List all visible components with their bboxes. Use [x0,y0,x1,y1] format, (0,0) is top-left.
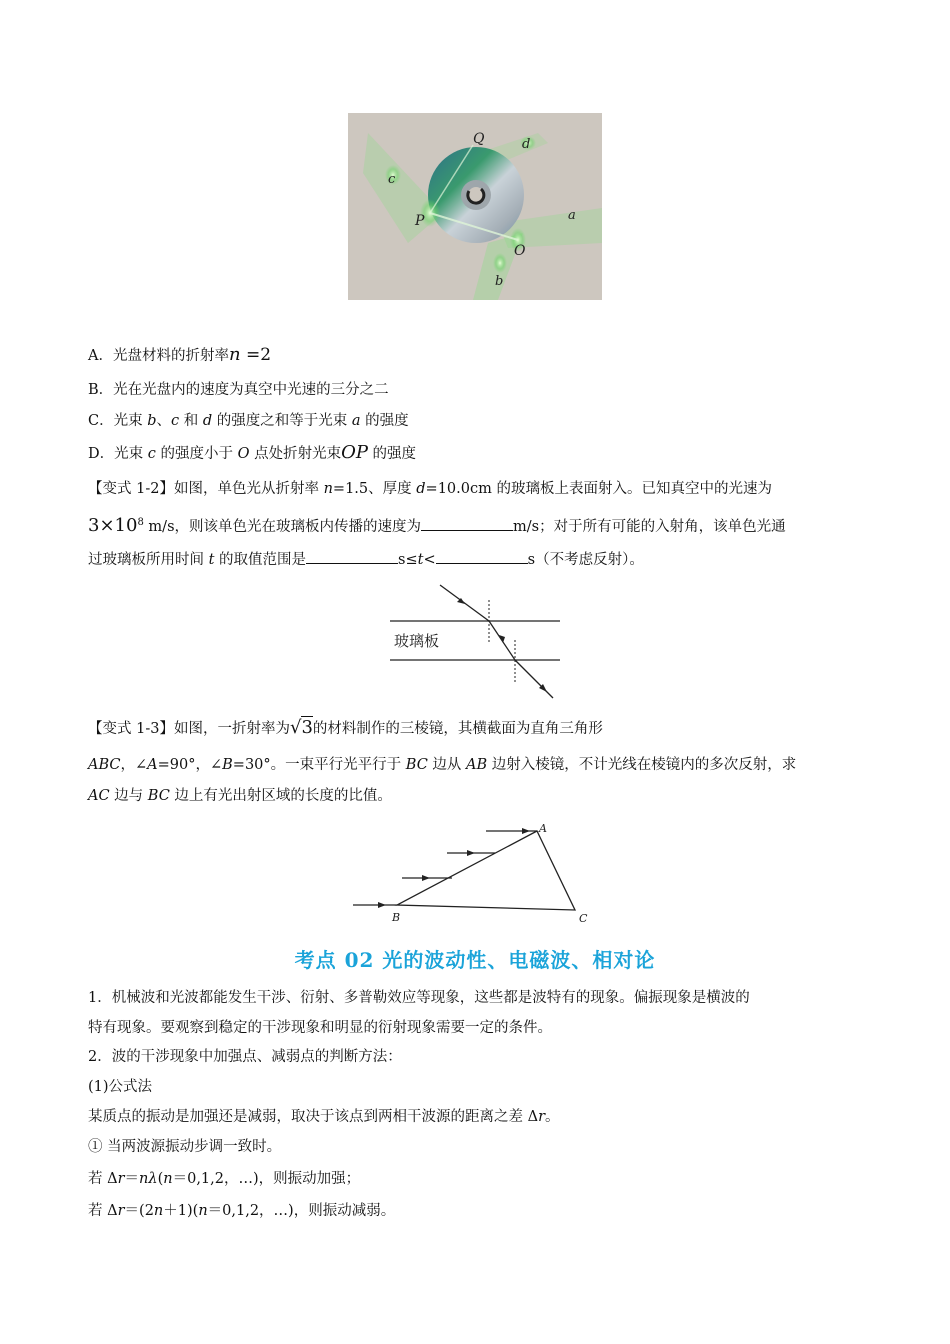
v12-d: d [416,481,426,497]
option-d-text-3: 点处折射光束 [249,446,342,462]
option-c-text-3: 的强度 [360,413,409,429]
option-c-b: b [147,413,157,429]
v12-text-7: 的取值范围是 [214,552,307,568]
section-p4 [88,1107,560,1127]
option-b: B．光在光盘内的速度为真空中光速的三分之二 [88,382,389,398]
p6-lambda: λ [148,1171,158,1187]
p6-text-1: 若 Δ [88,1171,118,1187]
v12-text-2: =1.5、厚度 [332,481,417,497]
v13-bc-2: BC [147,788,170,804]
photo-label-a: a [568,208,576,223]
section-heading: 考点 02 光的波动性、电磁波、相对论 [294,948,656,972]
option-d-text-4: 的强度 [367,446,417,462]
option-c-text-2: 的强度之和等于光束 [212,413,352,429]
option-c-text-1: C．光束 [88,413,148,429]
v13-text-3: ，∠ [120,757,148,773]
v13-angle-b: B [222,757,233,773]
v13-ac: AC [88,788,110,804]
v13-text-4: =90°，∠ [157,757,223,773]
light-speed-exponent: 8 [137,517,144,528]
p7-text-1: 若 Δ [88,1203,118,1219]
glass-plate-label: 玻璃板 [394,632,440,650]
option-d-o: O [237,446,250,462]
v12-t: t [208,552,215,568]
variant-1-2-line-2 [88,513,786,537]
option-c-and: 和 [179,413,203,429]
answer-blank-2[interactable] [306,549,398,564]
section-p1-line-2: 特有现象。要观察到稳定的干涉现象和明显的衍射现象需要一定的条件。 [88,1020,552,1036]
v12-text-10: s（不考虑反射）。 [527,552,644,568]
photo-label-p: P [415,213,425,229]
photo-label-d: d [522,137,531,152]
v13-text-5: =30°。一束平行光平行于 [232,757,406,773]
photo-label-q: Q [473,131,485,147]
sqrt-sign-icon: √ [289,717,302,738]
p6-r: r [117,1171,125,1187]
p4-r: r [538,1109,546,1125]
prism-diagram [350,818,600,928]
v13-text-8: 边与 [109,788,148,804]
p7-r: r [117,1203,125,1219]
v12-text-6: 过玻璃板所用时间 [88,552,209,568]
cd-photo-drawing [348,113,602,300]
variant-1-3-line-1 [88,718,603,739]
photo-label-o: O [514,243,526,259]
p7-n-2: n [198,1203,208,1219]
section-p6 [88,1169,360,1189]
v13-bc: BC [405,757,428,773]
v12-text-1: 【变式 1-2】如图，单色光从折射率 [88,481,324,497]
option-d [88,443,416,464]
option-a-text: A．光盘材料的折射率 [88,348,229,364]
answer-blank-3[interactable] [436,549,528,564]
option-c-sep: 、 [156,413,172,429]
variant-1-2-line-1 [88,479,772,499]
section-p1-line-1: 1．机械波和光波都能发生干涉、衍射、多普勒效应等现象，这些都是波特有的现象。偏振现象是横波的 [88,990,750,1006]
v12-text-8: s≤ [398,552,418,568]
v13-text-6: 边从 [427,757,467,773]
p7-n: n [153,1203,164,1219]
glass-plate-diagram [385,582,565,704]
option-c-d: d [202,413,213,429]
option-a [88,345,271,366]
prism-label-b: B [392,911,401,924]
option-c-a: a [351,413,361,429]
v12-text-9: < [423,552,436,568]
light-speed-value: 3×10 [88,514,138,536]
v13-text-2: 的材料制作的三棱镜，其横截面为直角三角形 [312,721,603,737]
prism-label-a: A [539,822,547,835]
section-p5: ① 当两波源振动步调一致时。 [88,1139,282,1155]
v13-text-7: 边射入棱镜，不计光线在棱镜内的多次反射，求 [487,757,797,773]
v12-text-4: m/s，则该单色光在玻璃板内传播的速度为 [143,518,422,535]
v13-ab: AB [466,757,488,773]
section-p2: 2．波的干涉现象中加强点、减弱点的判断方法： [88,1049,402,1065]
v13-text-9: 边上有光出射区域的长度的比值。 [169,788,392,804]
p7-text-4: ＝0,1,2，…)，则振动减弱。 [207,1203,396,1219]
photo-label-b: b [495,274,504,289]
p7-text-2: ＝(2 [124,1203,154,1219]
p6-text-2: ＝ [124,1171,140,1187]
cd-photo [348,113,602,300]
option-d-text-2: 的强度小于 [155,446,238,462]
p4-text-1: 某质点的振动是加强还是减弱，取决于该点到两相干波源的距离之差 Δ [88,1109,539,1125]
sqrt-value: 3 [301,717,313,738]
p6-n: n [139,1171,149,1187]
p6-text-3: ( [157,1171,164,1187]
option-c-c: c [171,413,180,429]
section-p3: (1)公式法 [88,1079,153,1095]
variant-1-2-line-3 [88,549,644,570]
v13-abc: ABC [88,757,121,773]
v12-n: n [323,481,333,497]
variant-1-3-line-2 [88,755,796,775]
option-a-value: =2 [240,345,272,365]
option-d-op: OP [341,442,368,463]
option-d-text-1: D．光束 [88,446,148,462]
prism-label-c: C [579,912,588,925]
p4-text-2: 。 [545,1109,560,1125]
answer-blank-1[interactable] [421,516,513,531]
variant-1-3-line-3 [88,786,392,806]
option-a-var: n [228,344,241,365]
section-p7 [88,1201,395,1221]
v13-angle-a: A [147,757,158,773]
v13-text-1: 【变式 1-3】如图，一折射率为 [88,721,290,737]
p6-n-2: n [163,1171,173,1187]
v12-text-3: =10.0cm 的玻璃板上表面射入。已知真空中的光速为 [425,481,772,497]
p7-text-3: ＋1)( [163,1203,199,1219]
photo-label-c: c [388,172,396,187]
v12-text-5: m/s；对于所有可能的入射角，该单色光通 [513,518,786,535]
option-c [88,411,409,431]
option-d-c: c [147,446,156,462]
v12-t-2: t [417,552,424,568]
p6-text-4: ＝0,1,2，…)，则振动加强； [172,1171,361,1187]
